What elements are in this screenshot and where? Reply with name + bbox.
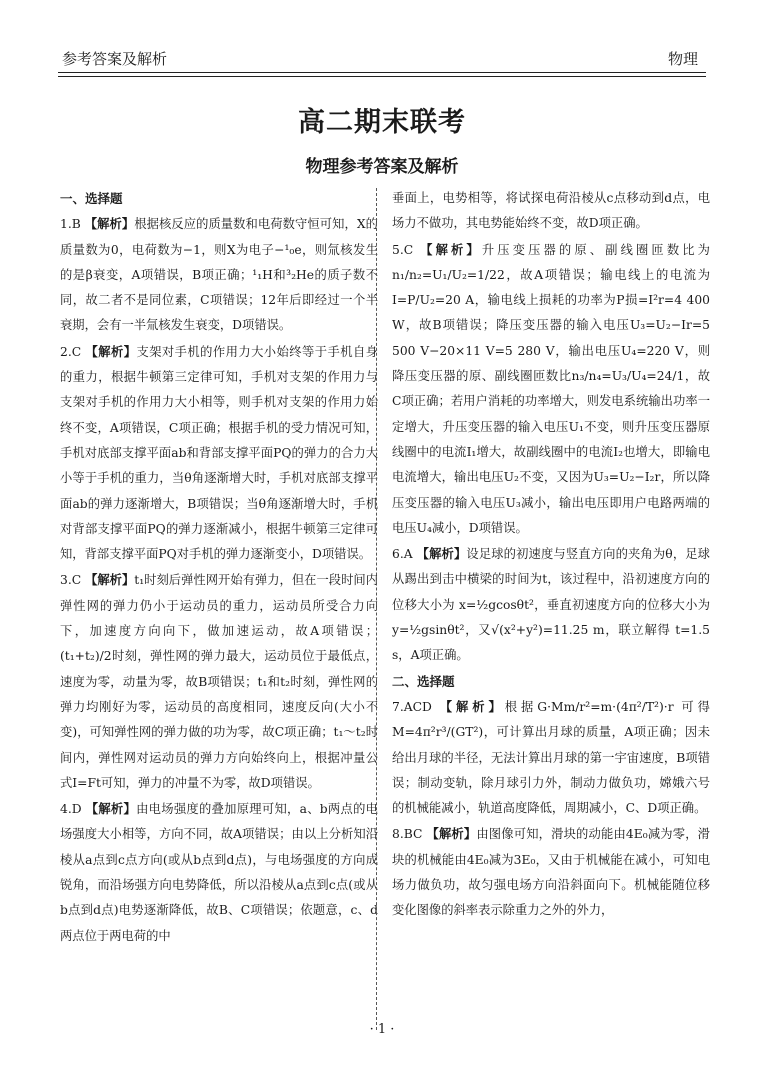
answer-item (60, 567, 378, 796)
answer-number: 3.C (60, 573, 86, 588)
analysis-tag: 【解析】 (426, 826, 477, 842)
answer-text: 升压变压器的原、副线圈匝数比为n₁/n₂=U₁/U₂=1/22，故A项错误；输电线上的电流为I=P/U₂=20 A，输电线上损耗的功率为P损=I²r=4 400 W，故B项错误；降压变压器的输入电压U₃=U₂−Ir=5 500 V−20×11 V=5 280 V，输出电压U₄=220 V，则降压变压器的原、副线圈匝数比n₃/n₄=U₃/U₄=24/1，故C项正确；若用户消耗的功率增大，则发电系统输出功率一定增大，升压变压器的输入电压U₁不变，则升压变压器原线圈中的电流I₁增大，故副线圈中的电流I₂也增大，即输电电流增大，输出电压U₂不变，又因为U₃=U₂−I₂r，所以降压变压器的输入电压U₃减小，输出电压即用户电路两端的电压U₄减小，D项错误。 (392, 242, 710, 535)
answer-text: 设足球的初速度与竖直方向的夹角为θ，足球从踢出到击中横梁的时间为t，该过程中，沿初速度方向的位移大小为 x=½gcosθt²，垂直初速度方向的位移大小为 y=½gsinθt²，又√(x²+y²)=11.25 m，联立解得 t=1.5 s，A项正确。 (392, 547, 710, 663)
answer-number: 2.C (60, 344, 86, 359)
analysis-tag: 【解析】 (84, 216, 135, 232)
header-rule-thin (58, 76, 706, 77)
answer-item (392, 541, 710, 668)
section-heading: 一、选择题 (60, 191, 123, 206)
answer-number: 1.B (60, 217, 85, 232)
answer-continuation (392, 186, 710, 237)
column-divider (376, 188, 377, 1030)
answer-item (392, 237, 710, 542)
answer-item (60, 211, 378, 338)
analysis-tag: 【解析】 (85, 343, 137, 359)
header-rule (58, 72, 706, 73)
page-number: · 1 · (369, 1022, 395, 1037)
answer-text: 支架对手机的作用力大小始终等于手机自身的重力，根据牛顿第三定律可知，手机对支架的作用力与支架对手机的作用力大小相等，则手机对支架的作用力始终不变，A项错误，C项正确；根据手机的受力情况可知，手机对底部支撑平面ab和背部支撑平面PQ的弹力的合力大小等于手机的重力，当θ角逐渐增大时，手机对底部支撑平面ab的弹力逐渐增大，B项错误；当θ角逐渐增大时，手机对背部支撑平面PQ的弹力逐渐减小，根据牛顿第三定律可知，背部支撑平面PQ对手机的弹力逐渐变小，D项错误。 (60, 344, 378, 562)
answer-item (60, 339, 378, 568)
page-title: 高二期末联考 (298, 107, 466, 138)
answer-number: 4.D (60, 802, 86, 817)
page-header (0, 0, 764, 78)
left-column (60, 186, 378, 949)
analysis-tag: 【解析】 (439, 698, 505, 714)
page-subtitle: 物理参考答案及解析 (305, 157, 459, 177)
answer-item (392, 694, 710, 821)
header-left-text: 参考答案及解析 (62, 50, 168, 68)
analysis-tag: 【解析】 (85, 572, 135, 588)
answer-item (392, 821, 710, 923)
right-column (392, 186, 710, 924)
answer-text: 由图像可知，滑块的动能由4E₀减为零，滑块的机械能由4E₀减为3E₀，又由于机械能在减小，可知电场力做负功，故匀强电场方向沿斜面向下。机械能随位移变化图像的斜率表示除重力之外的外力， (392, 827, 710, 918)
answer-text: 垂面上，电势相等，将试探电荷沿棱从c点移动到d点，电场力不做功，其电势能始终不变，故D项正确。 (392, 191, 710, 231)
answer-number: 6.A (392, 547, 417, 562)
analysis-tag: 【解析】 (85, 801, 137, 817)
answer-number: 7.ACD (392, 699, 440, 714)
analysis-tag: 【解析】 (420, 241, 482, 257)
answer-item (60, 796, 378, 949)
header-subject: 物理 (667, 50, 698, 68)
answer-text: 由电场强度的叠加原理可知，a、b两点的电场强度大小相等，方向不同，故A项错误；由以上分析知沿棱从a点到c点方向(或从b点到d点)，与电场强度的方向成锐角，而沿场强方向电势降低，所以沿棱从a点到c点(或从b点到d点)电势逐渐降低，故B、C项错误；依题意，c、d两点位于两电荷的中 (60, 802, 378, 943)
answer-text: 根据核反应的质量数和电荷数守恒可知，X的质量数为0，电荷数为−1，则X为电子−¹₀e，则氚核发生的是β衰变，A项错误，B项正确；¹₁H和³₂He的质子数不同，故二者不是同位素，C项错误；12年后即经过一个半衰期，会有一半氚核发生衰变，D项错误。 (60, 217, 378, 333)
answer-number: 5.C (392, 242, 421, 257)
section-heading: 二、选择题 (392, 673, 455, 689)
analysis-tag: 【解析】 (416, 546, 467, 562)
answer-text: 根据G·Mm/r²=m·(4π²/T²)·r 可得 M=4π²r³/(GT²)，可计算出月球的质量，A项正确；因未给出月球的半径，无法计算出月球的第一宇宙速度，B项错误；制动变轨，除月球引力外，制动力做负功，嫦娥六号的机械能减小，轨道高度降低，周期减小，C、D项正确。 (392, 699, 710, 816)
answer-text: t₁时刻后弹性网开始有弹力，但在一段时间内弹性网的弹力仍小于运动员的重力，运动员所受合力向下，加速度方向向下，做加速运动，故A项错误；(t₁+t₂)/2时刻，弹性网的弹力最大，运动员位于最低点，速度为零，动量为零，故B项错误；t₁和t₂时刻，弹性网的弹力均刚好为零，运动员的高度相同，速度反向(大小不变)，可知弹性网的弹力做的功为零，故C项正确；t₁～t₂时间内，弹性网对运动员的弹力方向始终向上，根据冲量公式I=Ft可知，弹力的冲量不为零，故D项错误。 (60, 573, 378, 790)
answer-number: 8.BC (392, 827, 427, 842)
